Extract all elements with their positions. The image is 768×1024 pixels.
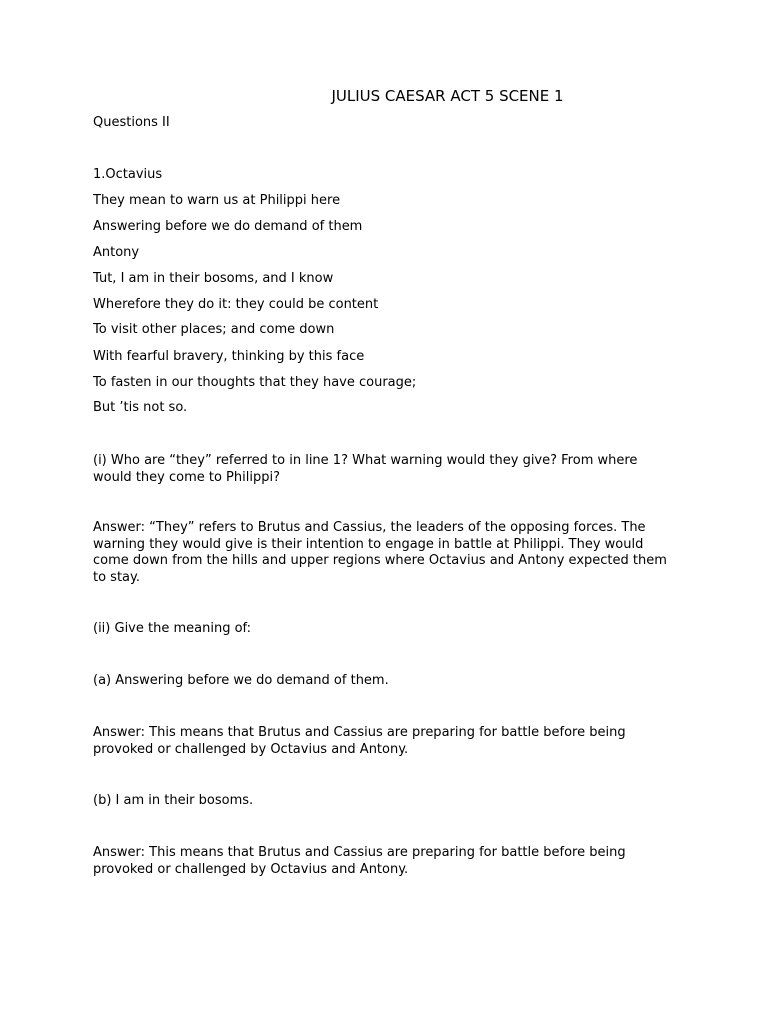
question-2: (ii) Give the meaning of: (93, 621, 252, 636)
passage-line: Antony (93, 245, 140, 260)
answer-2a: Answer: This means that Brutus and Cassius are preparing for battle before being provoked or challenged by Octavius and Antony. (93, 725, 626, 757)
passage-line: With fearful bravery, thinking by this face (93, 349, 365, 364)
answer-2b: Answer: This means that Brutus and Cassius are preparing for battle before being provoked or challenged by Octavius and Antony. (93, 845, 626, 877)
passage-line: Answering before we do demand of them (93, 219, 363, 234)
passage-line: To fasten in our thoughts that they have courage; (93, 375, 417, 390)
questions-heading: Questions II (93, 115, 170, 130)
answer-1: Answer: “They” refers to Brutus and Cassius, the leaders of the opposing forces. The warning they would give is their intention to engage in battle at Philippi. They would come down from the hills and upper regions where Octavius and Antony expected them to stay. (93, 520, 667, 585)
document-title: JULIUS CAESAR ACT 5 SCENE 1 (331, 87, 564, 105)
question-2a: (a) Answering before we do demand of them. (93, 673, 389, 688)
passage-line: To visit other places; and come down (93, 322, 335, 337)
passage-line: They mean to warn us at Philippi here (93, 193, 341, 208)
passage-line: Tut, I am in their bosoms, and I know (93, 271, 334, 286)
passage-line: Wherefore they do it: they could be content (93, 297, 379, 312)
question-2b: (b) I am in their bosoms. (93, 793, 254, 808)
passage-line: But ’tis not so. (93, 400, 188, 415)
question-1: (i) Who are “they” referred to in line 1? What warning would they give? From where would they come to Philippi? (93, 453, 638, 485)
passage-line: 1.Octavius (93, 167, 163, 182)
